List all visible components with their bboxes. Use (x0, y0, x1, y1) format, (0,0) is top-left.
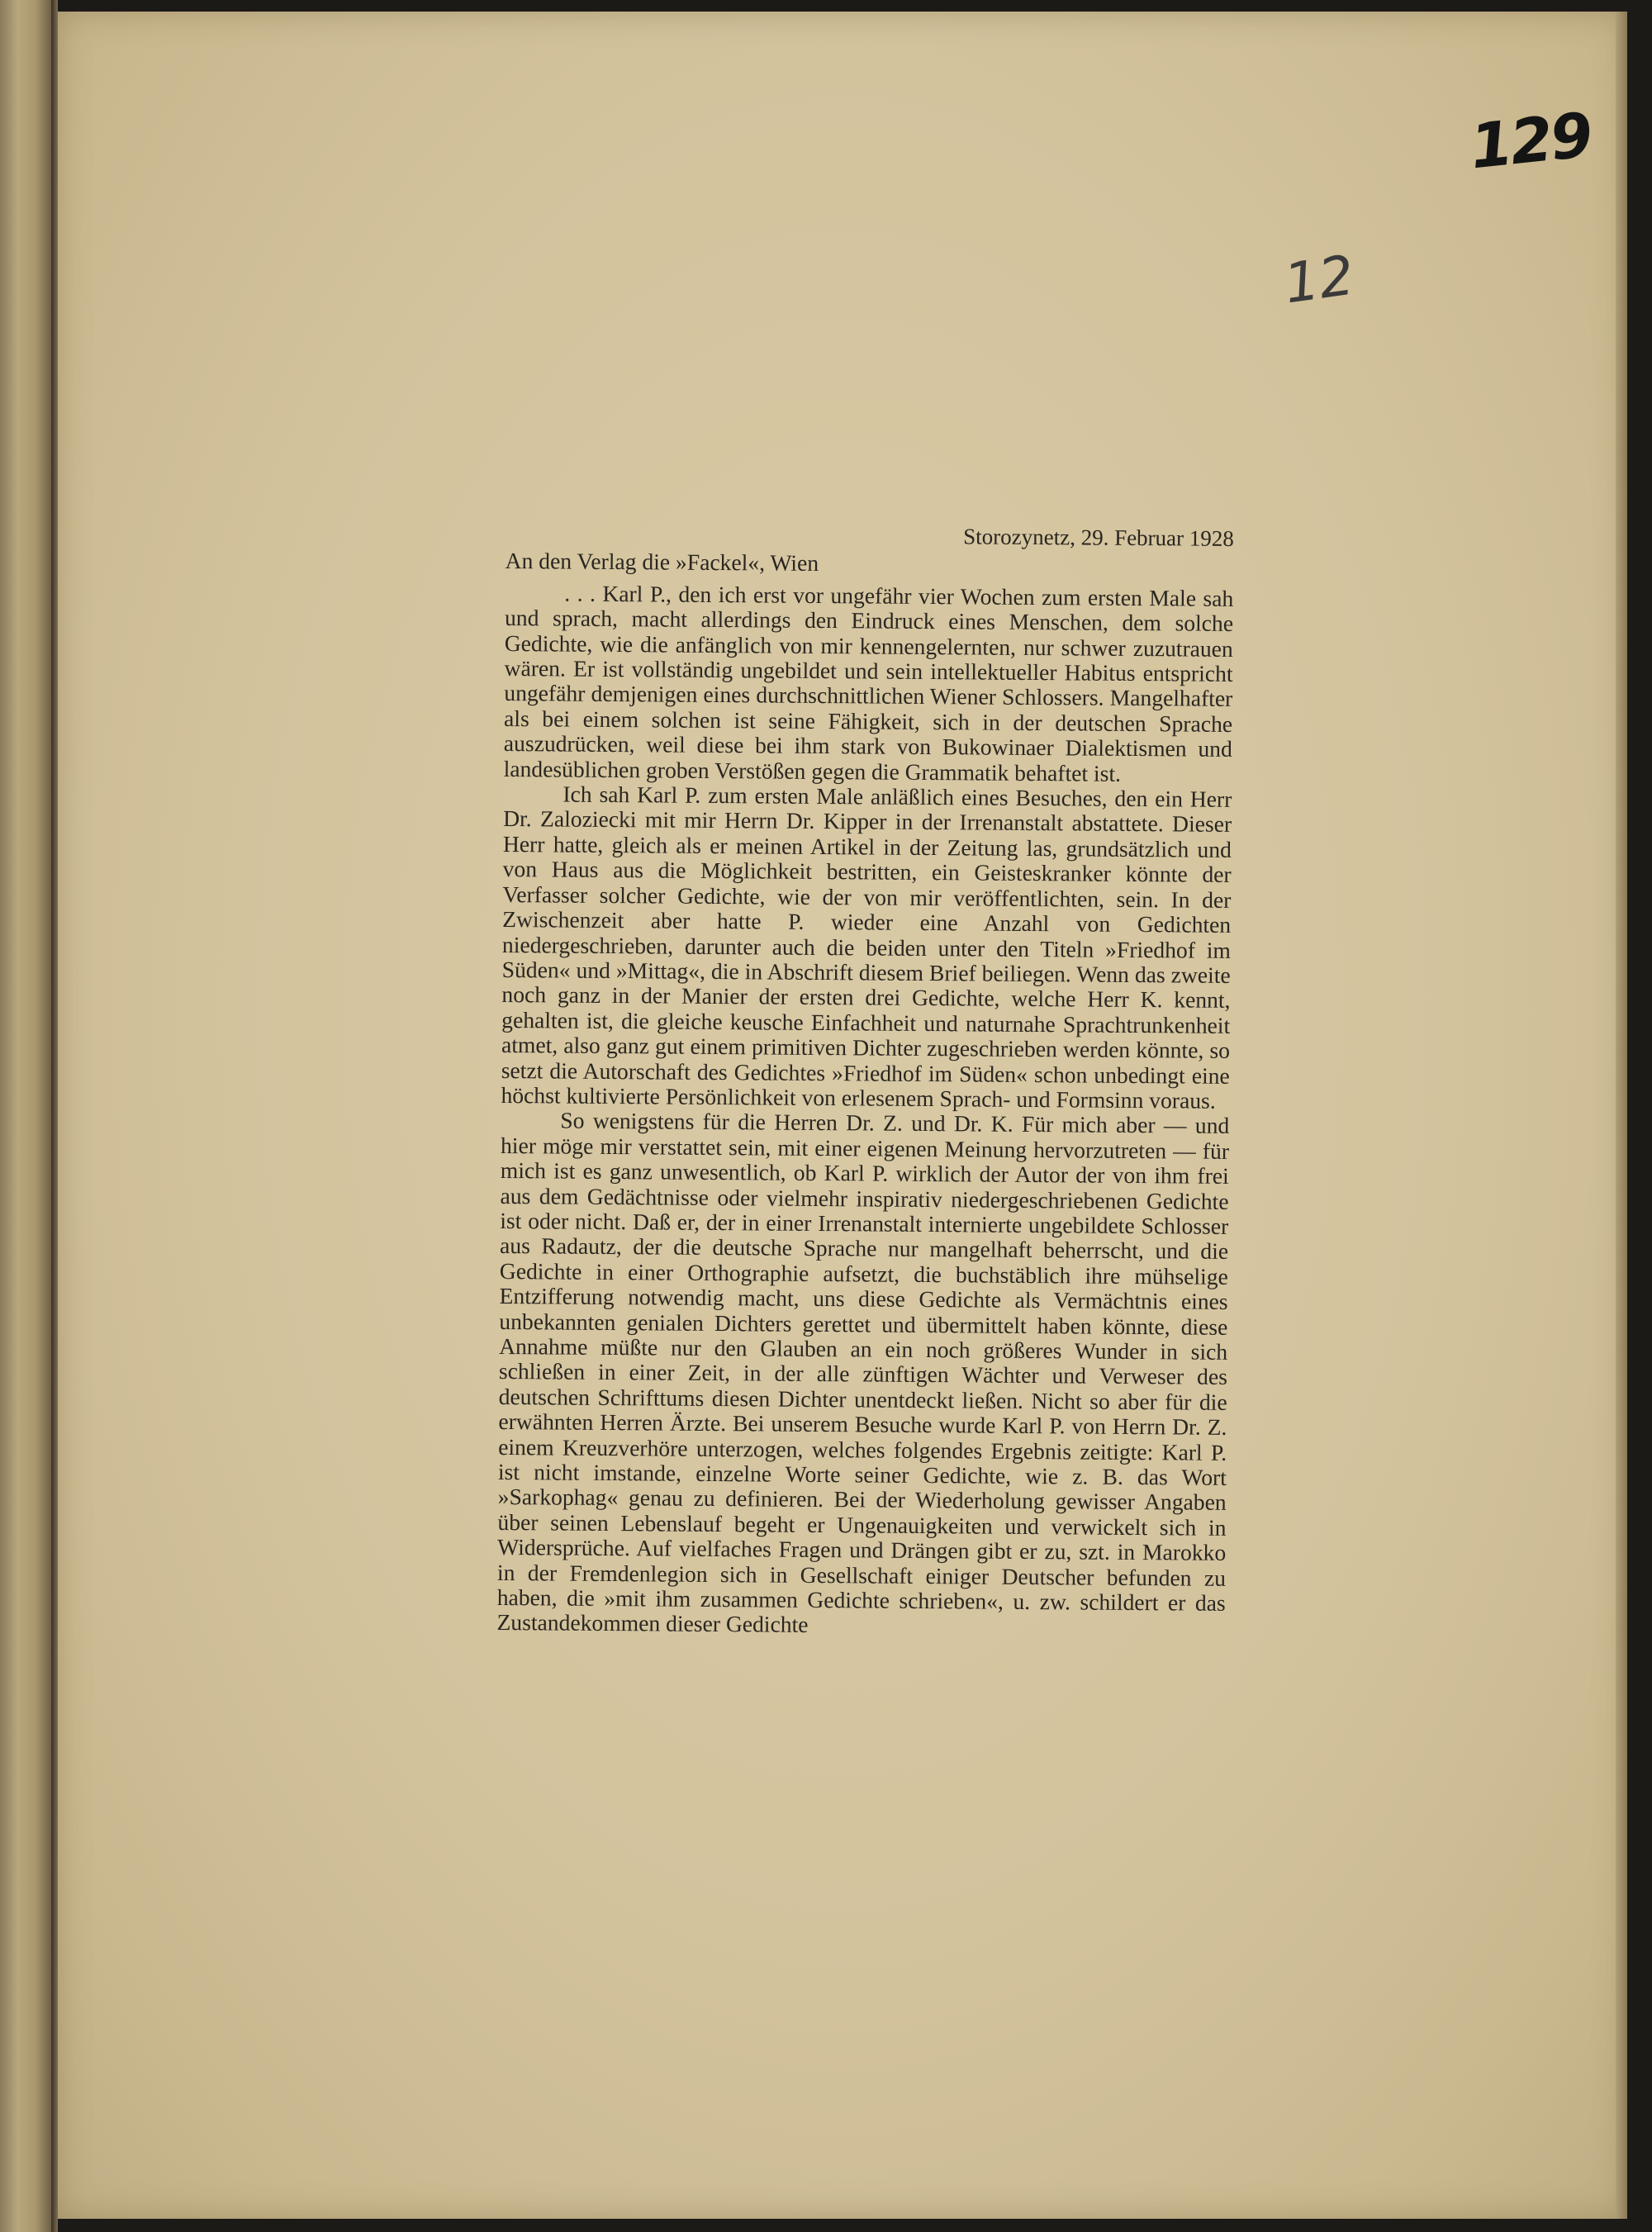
letter-paragraph-2: Ich sah Karl P. zum ersten Male anläßlich eines Besuches, den ein Herr Dr. Zaloziecki mit mir Herrn Dr. Kipper in der Irrenanstalt abstattete. Dieser Herr hatte, gleich als er meinen Artikel in der Zeitung las, grundsätzlich und von Haus aus die Möglichkeit bestritten, ein Geisteskranker könnte der Verfasser solcher Gedichte, wie der von mir veröffentlichten, sein. In der Zwischenzeit aber hatte P. wieder eine Anzahl von Gedichten niedergeschrieben, darunter auch die beiden unter den Titeln »Friedhof im Süden« und »Mittag«, die in Abschrift diesem Brief beiliegen. Wenn das zweite noch ganz in der Manier der ersten drei Gedichte, welche Herr K. kennt, gehalten ist, die gleiche keusche Einfachheit und naturnahe Sprachtrunkenheit atmet, also ganz gut einem primitiven Dichter zugeschrieben werden könnte, so setzt die Autorschaft des Gedichtes »Friedhof im Süden« schon unbedingt eine höchst kultivierte Persönlichkeit von erlesenem Sprach- und Formsinn voraus. (501, 781, 1232, 1114)
letter-addressee: An den Verlag die »Fackel«, Wien (505, 548, 819, 577)
letter-dateline: Storozynetz, 29. Februar 1928 (963, 524, 1234, 551)
book-binding (0, 0, 51, 2232)
handwritten-pencil-mark: 12 (1280, 243, 1358, 316)
page-edge (1616, 12, 1627, 2219)
handwritten-folio-number: 129 (1466, 99, 1594, 183)
letter-text-block (496, 520, 1234, 1641)
letter-paragraph-3: So wenigstens für die Herren Dr. Z. und Dr. K. Für mich aber — und hier möge mir verstattet sein, mit einer eigenen Meinung hervorzutreten — für mich ist es ganz unwesentlich, ob Karl P. wirklich der Autor der von ihm frei aus dem Gedächtnisse oder vielmehr inspirativ niedergeschriebenen Gedichte ist oder nicht. Daß er, der in einer Irrenanstalt internierte ungebildete Schlosser aus Radautz, der die deutsche Sprache nur mangelhaft beherrscht, und die Gedichte in einer Orthographie aufsetzt, die buchstäblich ihre mühselige Entzifferung notwendig macht, uns diese Gedichte als Vermächtnis eines unbekannten genialen Dichters gerettet und übermittelt haben könnte, diese Annahme müßte nur den Glauben an ein noch größeres Wunder in sich schließen in einer Zeit, in der alle zünftigen Wächter und Verweser des deutschen Schrifttums diesen Dichter unentdeckt ließen. Nicht so aber für die erwähnten Herren Ärzte. Bei unserem Besuche wurde Karl P. von Herrn Dr. Z. einem Kreuzverhöre unterzogen, welches folgendes Ergebnis zeitigte: Karl P. ist nicht imstande, einzelne Worte seiner Gedichte, wie z. B. das Wort »Sarkophag« genau zu definieren. Bei der Wiederholung gewisser Angaben über seinen Lebenslauf begeht er Ungenauigkeiten und verwickelt sich in Widersprüche. Auf vielfaches Fragen und Drängen gibt er zu, szt. in Marokko in der Fremdenlegion sich in Gesellschaft einiger Deutscher befunden zu haben, die »mit ihm zusammen Gedichte schrieben«, u. zw. schildert er das Zustandekommen dieser Gedichte (496, 1107, 1230, 1638)
binding-shadow (51, 0, 58, 2232)
letter-paragraph-1: . . . Karl P., den ich erst vor ungefähr vier Wochen zum ersten Male sah und sprach, macht allerdings den Eindruck eines Menschen, dem solche Gedichte, wie die anfänglich von mir kennengelernten, nur schwer zuzutrauen wären. Er ist vollständig ungebildet und sein intellektueller Habitus entspricht ungefähr demjenigen eines durchschnittlichen Wiener Schlossers. Mangelhafter als bei einem solchen ist seine Fähigkeit, sich in der deutschen Sprache auszudrücken, weil diese bei ihm stark von Bukowinaer Dialektismen und landesüblichen groben Verstößen gegen die Grammatik behaftet ist. (503, 580, 1234, 786)
